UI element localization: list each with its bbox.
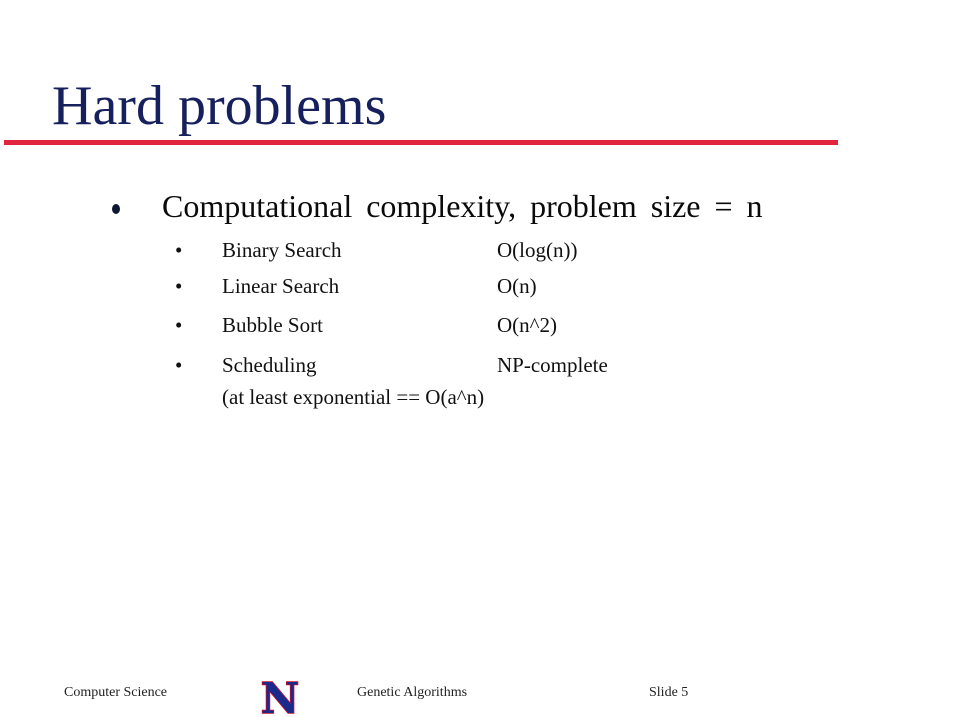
item-complexity: O(log(n))	[497, 238, 578, 262]
item-name: Bubble Sort	[222, 313, 323, 337]
slide-number: Slide 5	[649, 685, 689, 700]
slide-title: Hard problems	[52, 75, 387, 137]
bullet-icon: •	[175, 353, 183, 377]
footer-department: Computer Science	[64, 685, 168, 700]
item-complexity: O(n^2)	[497, 313, 558, 337]
logo-letter: N	[260, 678, 300, 716]
bullet-icon: •	[175, 313, 183, 337]
bullet-icon: •	[175, 274, 183, 298]
footer-course-title: Genetic Algorithms	[357, 685, 468, 700]
item-name: Linear Search	[222, 274, 340, 298]
bullet-dot-icon	[112, 204, 120, 214]
item-complexity: NP-complete	[497, 353, 608, 377]
title-underline-rule	[4, 140, 838, 145]
scheduling-note: (at least exponential == O(a^n)	[222, 385, 485, 409]
item-complexity: O(n)	[497, 274, 537, 298]
university-n-logo-icon	[255, 678, 305, 716]
item-name: Binary Search	[222, 238, 342, 262]
bullet-icon: •	[175, 238, 183, 262]
main-bullet-text: Computational complexity, problem size = n	[162, 188, 763, 224]
item-name: Scheduling	[222, 353, 317, 377]
